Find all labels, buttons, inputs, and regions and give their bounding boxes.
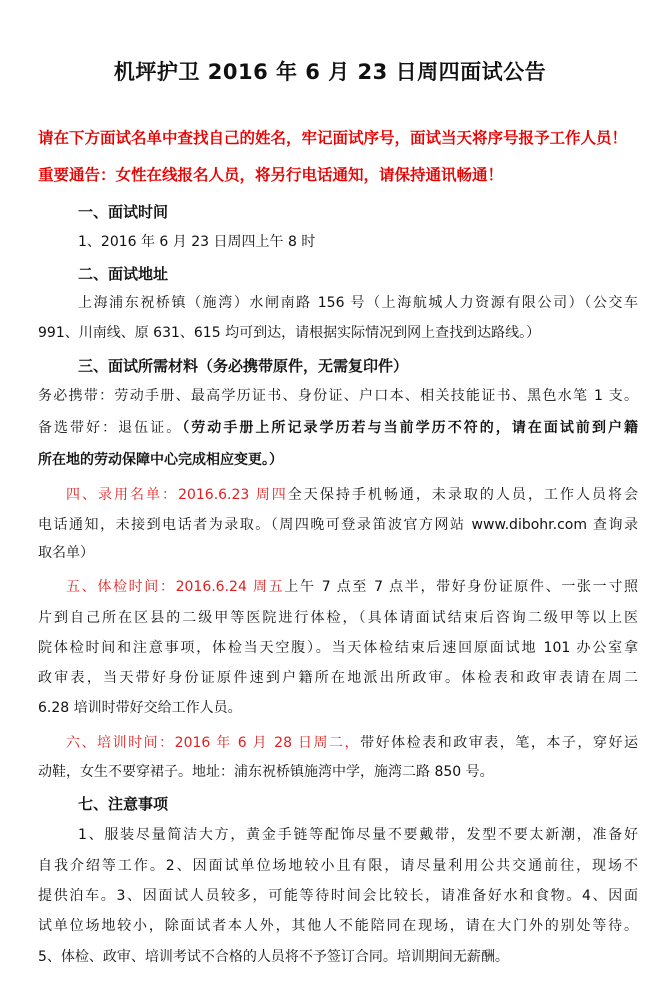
- address-line-2: 991、川南线、原 631、615 均可到达，请根据实际情况到网上查找到达路线。）: [38, 325, 541, 341]
- hiring-line-2: 电话通知，未接到电话者为录取。（周四晚可登录笛波官方网站 www.dibohr.com 查询录: [38, 517, 638, 533]
- hiring-label: 四、录用名单：2016.6.23 周四: [66, 487, 288, 503]
- section-interview-time-heading: 一、面试时间: [78, 203, 169, 221]
- exam-line-2: 片到自己所在区县的二级甲等医院进行体检，（具体请面试结束后咨询二级甲等以上医: [38, 610, 638, 626]
- exam-text: 上午 7 点至 7 点半，带好身份证原件、一张一寸照: [284, 579, 638, 595]
- notes-line-2: 自我介绍等工作。2、因面试单位场地较小且有限，请尽量利用公共交通前往，现场不: [38, 858, 638, 874]
- address-line-1: 上海浦东祝桥镇（施湾）水闸南路 156 号（上海航城人力资源有限公司）（公交车: [78, 295, 638, 311]
- notes-line-3: 提供泊车。3、因面试人员较多，可能等待时间会比较长，请准备好水和食物。4、因面: [38, 888, 638, 904]
- materials-line-3: 所在地的劳动保障中心完成相应变更。）: [38, 452, 283, 468]
- notes-line-5: 5、体检、政审、培训考试不合格的人员将不予签订合同。培训期间无薪酬。: [38, 949, 509, 965]
- notes-line-1: 1、服装尽量简洁大方，黄金手链等配饰尽量不要戴带，发型不要太新潮，准备好: [78, 827, 638, 843]
- hiring-line-3: 取名单）: [38, 545, 94, 561]
- notice-important: 重要通告：女性在线报名人员，将另行电话通知，请保持通讯畅通！: [38, 166, 504, 184]
- training-label: 六、培训时间：2016 年 6 月 28 日周二，: [66, 735, 361, 751]
- materials-note: （劳动手册上所记录学历若与当前学历不符的，请在面试前到户籍: [182, 420, 639, 436]
- training-text: 带好体检表和政审表，笔，本子，穿好运: [360, 735, 638, 751]
- exam-line-1: [66, 576, 638, 598]
- training-line-1: [66, 732, 638, 754]
- exam-label: 五、体检时间：2016.6.24 周五: [66, 579, 285, 595]
- section-materials-heading: 三、面试所需材料（务必携带原件，无需复印件）: [78, 357, 409, 375]
- page-title: 机坪护卫 2016 年 6 月 23 日周四面试公告: [113, 60, 547, 84]
- section-address-heading: 二、面试地址: [78, 265, 169, 283]
- hiring-text: 全天保持手机畅通，未录取的人员，工作人员将会: [287, 487, 638, 503]
- materials-line-1: 务必携带：劳动手册、最高学历证书、身份证、户口本、相关技能证书、黑色水笔 1 支。: [38, 388, 638, 404]
- section-interview-time-text: 1、2016 年 6 月 23 日周四上午 8 时: [78, 234, 316, 250]
- materials-line-2: [38, 417, 638, 439]
- training-line-2: 动鞋，女生不要穿裙子。地址：浦东祝桥镇施湾中学，施湾二路 850 号。: [38, 764, 494, 780]
- exam-line-4: 政审表，当天带好身份证原件速到户籍所在地派出所政审。体检表和政审表请在周二: [38, 670, 638, 686]
- exam-line-5: 6.28 培训时带好交给工作人员。: [38, 700, 242, 716]
- hiring-line-1: [66, 484, 638, 506]
- materials-optional: 备选带好：退伍证。: [38, 420, 183, 436]
- notice-find-name: 请在下方面试名单中查找自己的姓名，牢记面试序号，面试当天将序号报予工作人员！: [38, 129, 628, 147]
- notes-line-4: 试单位场地较小，除面试者本人外，其他人不能陪同在现场，请在大门外的别处等待。: [38, 918, 638, 934]
- exam-line-3: 院体检时间和注意事项，体检当天空腹）。当天体检结束后速回原面试地 101 办公室拿: [38, 640, 638, 656]
- section-notes-heading: 七、注意事项: [78, 795, 169, 813]
